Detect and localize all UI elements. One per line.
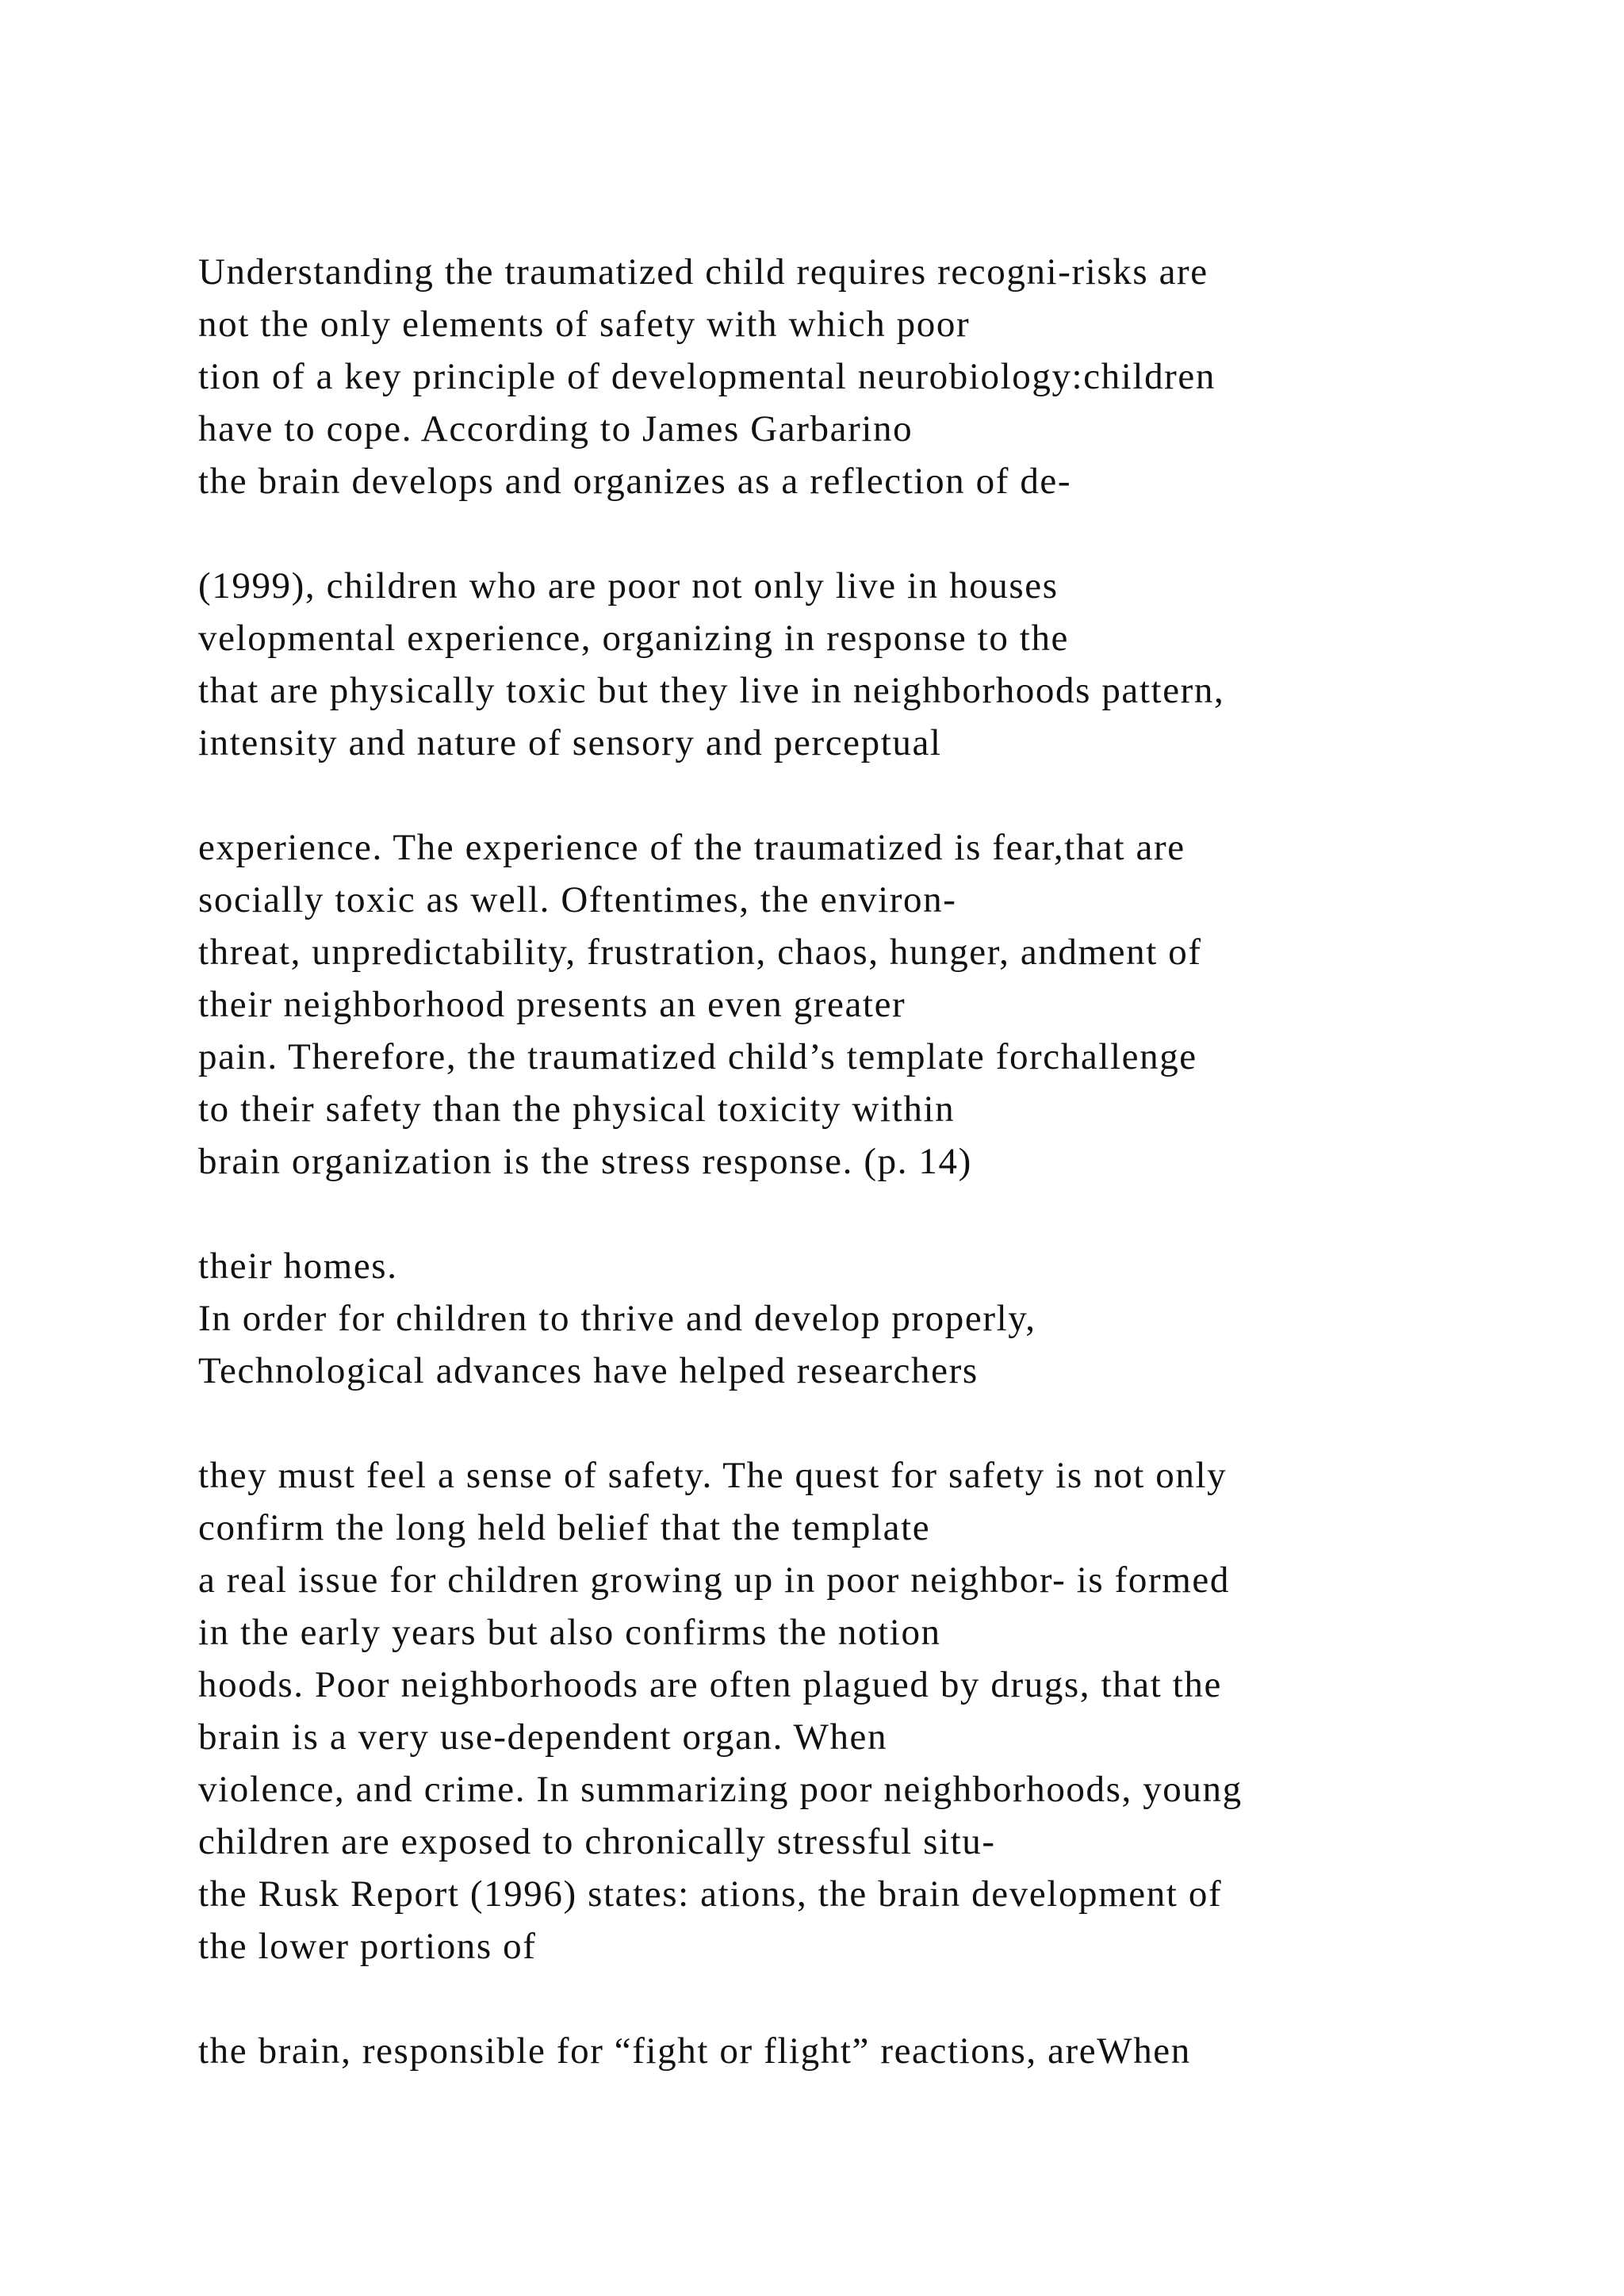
- text-line: socially toxic as well. Oftentimes, the environ-: [198, 879, 957, 920]
- text-line: that are physically toxic but they live in neighborhoods pattern,: [198, 670, 1225, 711]
- text-line: In order for children to thrive and develop properly,: [198, 1298, 1036, 1339]
- text-line: they must feel a sense of safety. The quest for safety is not only: [198, 1455, 1228, 1496]
- text-line: children are exposed to chronically stressful situ-: [198, 1821, 996, 1862]
- text-line: hoods. Poor neighborhoods are often plagued by drugs, that the: [198, 1664, 1222, 1705]
- paragraph-gap: [198, 507, 1499, 560]
- text-line: their neighborhood presents an even greater: [198, 984, 906, 1025]
- text-line: the brain develops and organizes as a reflection of de-: [198, 461, 1072, 502]
- text-line: velopmental experience, organizing in response to the: [198, 618, 1070, 659]
- text-line: brain organization is the stress response. (p. 14): [198, 1141, 972, 1182]
- text-line: to their safety than the physical toxicity within: [198, 1089, 956, 1130]
- text-line: pain. Therefore, the traumatized child’s template forchallenge: [198, 1036, 1197, 1077]
- text-line: threat, unpredictability, frustration, chaos, hunger, andment of: [198, 932, 1202, 973]
- text-line: the lower portions of: [198, 1926, 537, 1967]
- text-line: (1999), children who are poor not only live in houses: [198, 565, 1059, 607]
- text-line: the Rusk Report (1996) states: ations, the brain development of: [198, 1873, 1223, 1915]
- text-line: intensity and nature of sensory and perceptual: [198, 722, 942, 763]
- text-line: violence, and crime. In summarizing poor neighborhoods, young: [198, 1769, 1243, 1810]
- text-line: the brain, responsible for “fight or flight” reactions, areWhen: [198, 2030, 1191, 2072]
- text-line: a real issue for children growing up in poor neighbor- is formed: [198, 1559, 1230, 1601]
- text-line: their homes.: [198, 1246, 398, 1287]
- body-text: [198, 246, 1499, 2077]
- text-line: not the only elements of safety with which poor: [198, 304, 971, 345]
- paragraph-gap: [198, 1397, 1499, 1449]
- paragraph-gap: [198, 769, 1499, 821]
- text-line: Understanding the traumatized child requires recogni-risks are: [198, 251, 1208, 293]
- text-line: experience. The experience of the traumatized is fear,that are: [198, 827, 1185, 868]
- text-line: tion of a key principle of developmental neurobiology:children: [198, 356, 1216, 397]
- text-line: brain is a very use-dependent organ. When: [198, 1716, 888, 1758]
- text-line: in the early years but also confirms the notion: [198, 1612, 941, 1653]
- paragraph-gap: [198, 1188, 1499, 1240]
- text-line: have to cope. According to James Garbarino: [198, 408, 914, 450]
- text-line: Technological advances have helped researchers: [198, 1350, 979, 1391]
- paragraph-gap: [198, 1973, 1499, 2025]
- text-line: confirm the long held belief that the template: [198, 1507, 931, 1548]
